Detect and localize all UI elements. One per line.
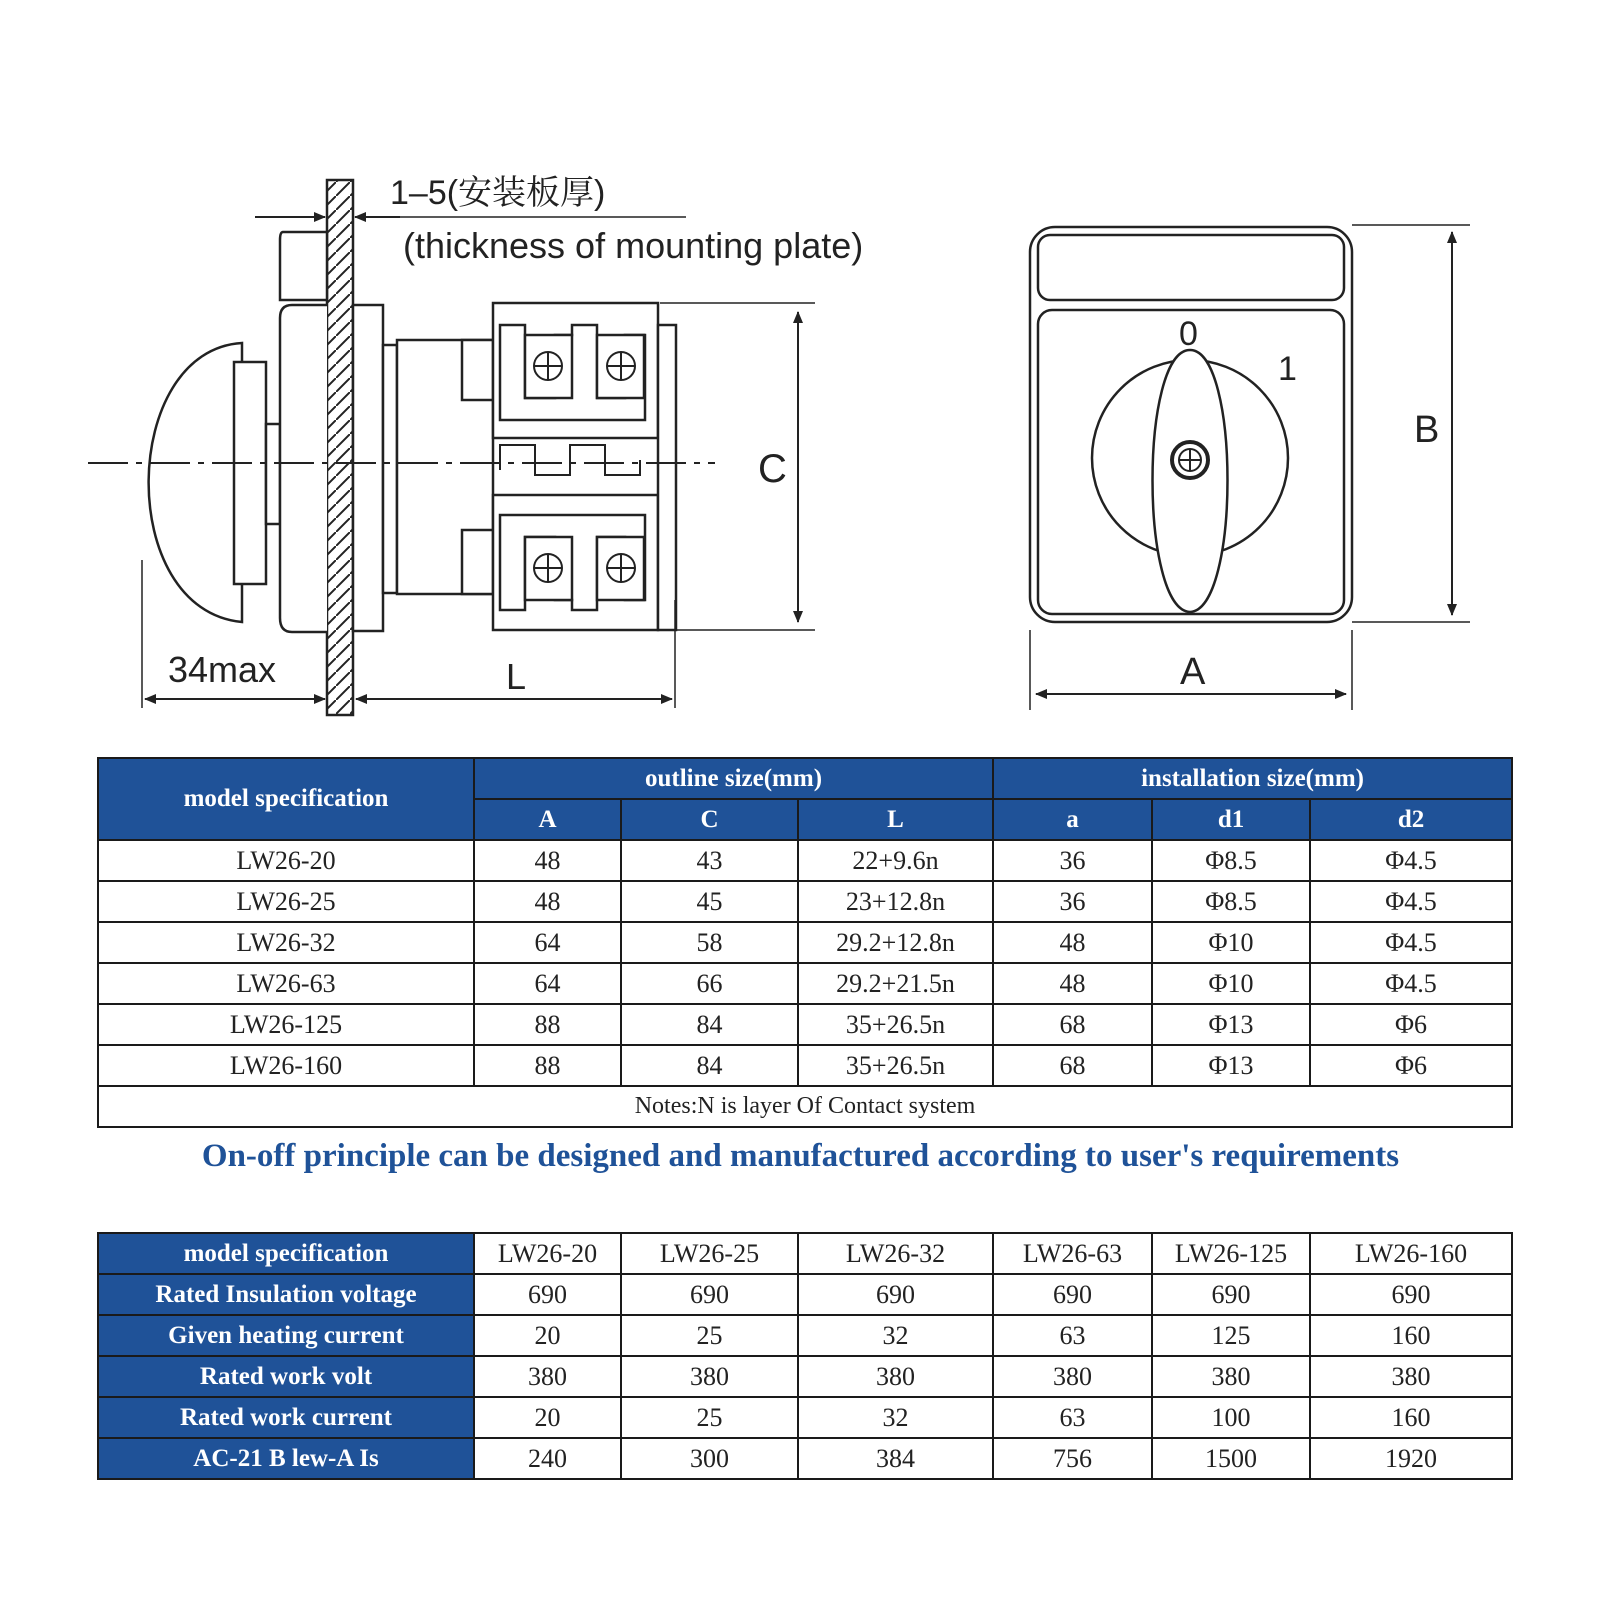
value-cell: Φ4.5 bbox=[1310, 922, 1512, 963]
value-cell: 43 bbox=[621, 840, 798, 881]
front-bezel bbox=[280, 232, 327, 300]
value-cell: 29.2+12.8n bbox=[798, 922, 993, 963]
value-cell: 380 bbox=[621, 1356, 798, 1397]
table-row bbox=[98, 1004, 1512, 1045]
value-cell: 300 bbox=[621, 1438, 798, 1479]
value-cell: Φ6 bbox=[1310, 1004, 1512, 1045]
value-cell: 690 bbox=[1152, 1274, 1310, 1315]
table-row bbox=[98, 1397, 1512, 1438]
principle-statement: On-off principle can be designed and manufactured according to user's requirements bbox=[201, 1138, 1400, 1174]
value-cell: 160 bbox=[1310, 1315, 1512, 1356]
value-cell: 35+26.5n bbox=[798, 1004, 993, 1045]
value-cell: 66 bbox=[621, 963, 798, 1004]
model-cell: LW26-63 bbox=[993, 1233, 1152, 1274]
value-cell: 32 bbox=[798, 1315, 993, 1356]
value-cell: 84 bbox=[621, 1045, 798, 1086]
value-cell: Φ4.5 bbox=[1310, 840, 1512, 881]
table-row bbox=[98, 922, 1512, 963]
model-cell: LW26-20 bbox=[474, 1233, 621, 1274]
value-cell: 690 bbox=[993, 1274, 1152, 1315]
value-cell: 125 bbox=[1152, 1315, 1310, 1356]
model-cell: LW26-25 bbox=[621, 1233, 798, 1274]
handle-screw-icon bbox=[1172, 442, 1208, 478]
value-cell: 29.2+21.5n bbox=[798, 963, 993, 1004]
dimension-drawing bbox=[0, 0, 1601, 730]
value-cell: Φ4.5 bbox=[1310, 881, 1512, 922]
value-cell: 100 bbox=[1152, 1397, 1310, 1438]
value-cell: 1500 bbox=[1152, 1438, 1310, 1479]
table-note: Notes:N is layer Of Contact system bbox=[98, 1086, 1512, 1127]
value-cell: Φ10 bbox=[1152, 922, 1310, 963]
table-row bbox=[98, 1438, 1512, 1479]
dim-label-c: C bbox=[758, 447, 787, 491]
col-header: A bbox=[474, 799, 621, 840]
value-cell: 35+26.5n bbox=[798, 1045, 993, 1086]
table-row bbox=[98, 1356, 1512, 1397]
value-cell: 23+12.8n bbox=[798, 881, 993, 922]
value-cell: Φ4.5 bbox=[1310, 963, 1512, 1004]
dim-label-l: L bbox=[506, 656, 527, 697]
value-cell: Φ13 bbox=[1152, 1004, 1310, 1045]
table-row bbox=[98, 881, 1512, 922]
value-cell: 84 bbox=[621, 1004, 798, 1045]
value-cell: Φ8.5 bbox=[1152, 881, 1310, 922]
value-cell: 48 bbox=[993, 922, 1152, 963]
value-cell: 68 bbox=[993, 1004, 1152, 1045]
value-cell: 690 bbox=[621, 1274, 798, 1315]
table-row bbox=[98, 840, 1512, 881]
value-cell: 36 bbox=[993, 881, 1152, 922]
col-header: L bbox=[798, 799, 993, 840]
model-header-row bbox=[98, 1233, 1512, 1274]
table-row bbox=[98, 963, 1512, 1004]
knob-dome bbox=[149, 343, 242, 622]
col-header: d1 bbox=[1152, 799, 1310, 840]
value-cell: Φ8.5 bbox=[1152, 840, 1310, 881]
electrical-spec-table bbox=[97, 1232, 1513, 1480]
outline-size-table bbox=[97, 757, 1513, 1128]
plate-label-cn: 1–5(安装板厚) bbox=[390, 174, 606, 212]
value-cell: 380 bbox=[798, 1356, 993, 1397]
value-cell: 380 bbox=[993, 1356, 1152, 1397]
model-cell: LW26-20 bbox=[98, 840, 474, 881]
row-label: Rated work current bbox=[98, 1397, 474, 1438]
value-cell: 63 bbox=[993, 1315, 1152, 1356]
table-row bbox=[98, 1315, 1512, 1356]
value-cell: 690 bbox=[474, 1274, 621, 1315]
value-cell: 20 bbox=[474, 1315, 621, 1356]
model-cell: LW26-125 bbox=[1152, 1233, 1310, 1274]
front-view bbox=[1030, 225, 1470, 710]
model-cell: LW26-160 bbox=[98, 1045, 474, 1086]
header-model-specification: model specification bbox=[98, 758, 474, 840]
value-cell: 240 bbox=[474, 1438, 621, 1479]
table-row bbox=[98, 1274, 1512, 1315]
value-cell: 380 bbox=[1152, 1356, 1310, 1397]
value-cell: 36 bbox=[993, 840, 1152, 881]
value-cell: 63 bbox=[993, 1397, 1152, 1438]
position-0-label: 0 bbox=[1179, 315, 1198, 353]
dim-label-a: A bbox=[1180, 651, 1206, 693]
position-1-label: 1 bbox=[1278, 350, 1297, 388]
value-cell: 160 bbox=[1310, 1397, 1512, 1438]
value-cell: 690 bbox=[1310, 1274, 1512, 1315]
col-header: C bbox=[621, 799, 798, 840]
value-cell: Φ13 bbox=[1152, 1045, 1310, 1086]
value-cell: 88 bbox=[474, 1045, 621, 1086]
header-model-specification: model specification bbox=[98, 1233, 474, 1274]
col-header: d2 bbox=[1310, 799, 1512, 840]
row-label: Given heating current bbox=[98, 1315, 474, 1356]
model-cell: LW26-160 bbox=[1310, 1233, 1512, 1274]
header-installation-size: installation size(mm) bbox=[993, 758, 1512, 799]
row-label: Rated work volt bbox=[98, 1356, 474, 1397]
model-cell: LW26-32 bbox=[798, 1233, 993, 1274]
header-outline-size: outline size(mm) bbox=[474, 758, 993, 799]
value-cell: 380 bbox=[1310, 1356, 1512, 1397]
model-cell: LW26-63 bbox=[98, 963, 474, 1004]
value-cell: 22+9.6n bbox=[798, 840, 993, 881]
value-cell: Φ10 bbox=[1152, 963, 1310, 1004]
value-cell: 20 bbox=[474, 1397, 621, 1438]
value-cell: Φ6 bbox=[1310, 1045, 1512, 1086]
value-cell: 380 bbox=[474, 1356, 621, 1397]
row-label: Rated Insulation voltage bbox=[98, 1274, 474, 1315]
value-cell: 32 bbox=[798, 1397, 993, 1438]
value-cell: 68 bbox=[993, 1045, 1152, 1086]
value-cell: 384 bbox=[798, 1438, 993, 1479]
note-row bbox=[98, 1086, 1512, 1127]
value-cell: 25 bbox=[621, 1397, 798, 1438]
dim-label-b: B bbox=[1414, 409, 1440, 451]
knob-cap bbox=[234, 362, 266, 584]
value-cell: 64 bbox=[474, 922, 621, 963]
model-cell: LW26-25 bbox=[98, 881, 474, 922]
mounting-plate bbox=[327, 180, 353, 715]
model-cell: LW26-32 bbox=[98, 922, 474, 963]
col-header: a bbox=[993, 799, 1152, 840]
value-cell: 48 bbox=[474, 840, 621, 881]
rotary-handle bbox=[1153, 350, 1228, 612]
model-cell: LW26-125 bbox=[98, 1004, 474, 1045]
value-cell: 45 bbox=[621, 881, 798, 922]
value-cell: 25 bbox=[621, 1315, 798, 1356]
dim-label-34max: 34max bbox=[168, 649, 277, 690]
value-cell: 690 bbox=[798, 1274, 993, 1315]
value-cell: 64 bbox=[474, 963, 621, 1004]
row-label: AC-21 B lew-A Is bbox=[98, 1438, 474, 1479]
value-cell: 756 bbox=[993, 1438, 1152, 1479]
plate-label-en: (thickness of mounting plate) bbox=[403, 225, 864, 266]
value-cell: 48 bbox=[474, 881, 621, 922]
value-cell: 48 bbox=[993, 963, 1152, 1004]
value-cell: 88 bbox=[474, 1004, 621, 1045]
value-cell: 58 bbox=[621, 922, 798, 963]
header-row bbox=[98, 758, 1512, 799]
value-cell: 1920 bbox=[1310, 1438, 1512, 1479]
table-row bbox=[98, 1045, 1512, 1086]
